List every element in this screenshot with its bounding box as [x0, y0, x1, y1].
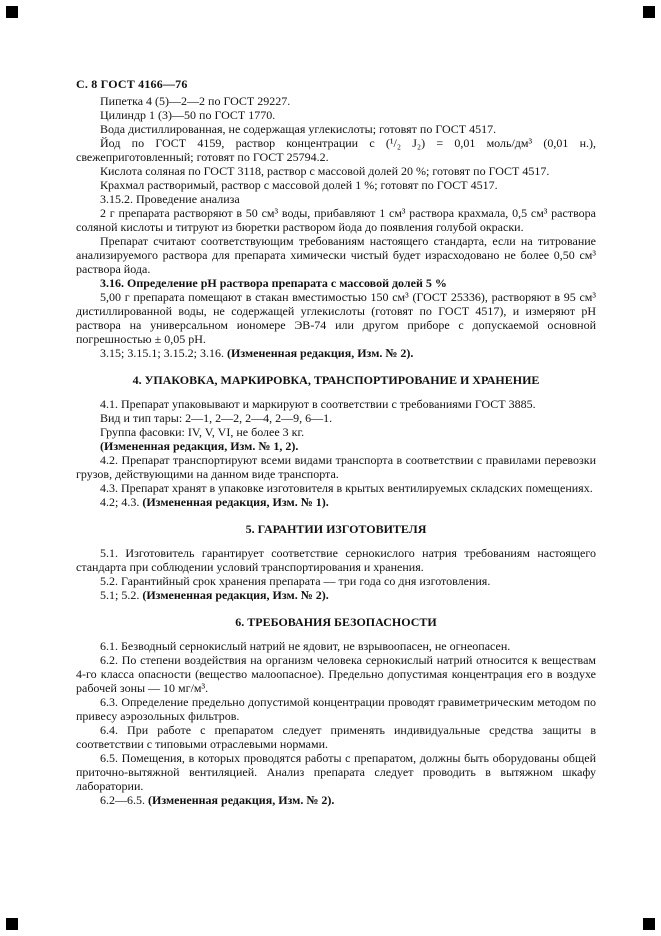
paragraph: Вид и тип тары: 2—1, 2—2, 2—4, 2—9, 6—1.: [100, 411, 333, 425]
clause-reference: 3.15; 3.15.1; 3.15.2; 3.16.: [100, 346, 228, 360]
paragraph: 2 г препарата растворяют в 50 см³ воды, прибавляют 1 см³ раствора крахмала, 0,5 см³ раствора соляной кислоты и титруют из бюретки раствором йода до появления голубой окраски.: [76, 206, 596, 234]
paragraph: Крахмал растворимый, раствор с массовой долей 1 %; готовят по ГОСТ 4517.: [100, 178, 498, 192]
paragraph: Кислота соляная по ГОСТ 3118, раствор с массовой долей 20 %; готовят по ГОСТ 4517.: [100, 164, 550, 178]
paragraph: Группа фасовки: IV, V, VI, не более 3 кг.: [100, 425, 305, 439]
paragraph: [76, 588, 596, 602]
paragraph: 5,00 г препарата помещают в стакан вместимостью 150 см³ (ГОСТ 25336), растворяют в 95 см³ дистиллированной воды, не содержащей углекислоты (готовят по ГОСТ 4517), и измеряют рН раствора на универсальном иономере ЭВ-74 или другом приборе с допускаемой основной погрешностью ± 0,05 рН.: [76, 290, 596, 346]
clause-reference: 5.1; 5.2.: [100, 588, 143, 602]
paragraph: 4.2. Препарат транспортируют всеми видами транспорта в соответствии с правилами перевозки грузов, действующими на данном виде транспорта.: [76, 453, 596, 481]
amendment-note: (Измененная редакция, Изм. № 1).: [142, 495, 329, 509]
paragraph: Пипетка 4 (5)—2—2 по ГОСТ 29227.: [100, 94, 291, 108]
clause-reference: 4.2; 4.3.: [100, 495, 143, 509]
section-heading-packaging: 4. УПАКОВКА, МАРКИРОВКА, ТРАНСПОРТИРОВАНИЕ И ХРАНЕНИЕ: [132, 373, 540, 387]
paragraph: Вода дистиллированная, не содержащая углекислоты; готовят по ГОСТ 4517.: [100, 122, 497, 136]
paragraph-clause-title: 3.16. Определение рН раствора препарата с массовой долей 5 %: [100, 276, 447, 290]
document-body: [76, 94, 596, 807]
paragraph: 5.1. Изготовитель гарантирует соответствие сернокислого натрия требованиям настоящего стандарта при соблюдении условий транспортирования и хранения.: [76, 546, 596, 574]
section-heading-warranty: 5. ГАРАНТИИ ИЗГОТОВИТЕЛЯ: [245, 522, 427, 536]
paragraph: 3.15.2. Проведение анализа: [100, 192, 240, 206]
paragraph: 5.2. Гарантийный срок хранения препарата — три года со дня изготовления.: [100, 574, 491, 588]
corner-registration-mark: [643, 918, 655, 930]
paragraph: [76, 346, 596, 360]
paragraph: 6.2. По степени воздействия на организм человека сернокислый натрий относится к веществам 4-го класса опасности (вещество малоопасное). Предельно допустимая концентрация его в воздухе рабочей зоны — 10 мг/м³.: [76, 653, 596, 695]
page-header: С. 8 ГОСТ 4166—76: [76, 77, 188, 91]
corner-registration-mark: [6, 6, 18, 18]
amendment-note: (Измененная редакция, Изм. № 2).: [227, 346, 414, 360]
paragraph: 4.3. Препарат хранят в упаковке изготовителя в крытых вентилируемых складских помещениях.: [100, 481, 593, 495]
clause-reference: 6.2—6.5.: [100, 793, 148, 807]
paragraph: 6.5. Помещения, в которых проводятся работы с препаратом, должны быть оборудованы общей приточно-вытяжной вентиляцией. Анализ препарата следует проводить в вытяжном шкафу лаборатории.: [76, 751, 596, 793]
paragraph: Цилиндр 1 (3)—50 по ГОСТ 1770.: [100, 108, 276, 122]
paragraph: 6.4. При работе с препаратом следует применять индивидуальные средства защиты в соответствии с типовыми отраслевыми нормами.: [76, 723, 596, 751]
paragraph: Йод по ГОСТ 4159, раствор концентрации с (¹/₂ J₂) = 0,01 моль/дм³ (0,01 н.), свежеприготовленный; готовят по ГОСТ 25794.2.: [76, 136, 596, 164]
corner-registration-mark: [643, 6, 655, 18]
paragraph: 4.1. Препарат упаковывают и маркируют в соответствии с требованиями ГОСТ 3885.: [100, 397, 536, 411]
section-heading-safety: 6. ТРЕБОВАНИЯ БЕЗОПАСНОСТИ: [235, 615, 437, 629]
paragraph: Препарат считают соответствующим требованиям настоящего стандарта, если на титрование анализируемого раствора для препарата химически чистый будет израсходовано не более 0,50 см³ раствора йода.: [76, 234, 596, 276]
paragraph: [76, 495, 596, 509]
amendment-note: (Измененная редакция, Изм. № 2).: [142, 588, 329, 602]
paragraph: [76, 793, 596, 807]
amendment-note: (Измененная редакция, Изм. № 2).: [148, 793, 335, 807]
paragraph: 6.1. Безводный сернокислый натрий не ядовит, не взрывоопасен, не огнеопасен.: [100, 639, 511, 653]
paragraph: 6.3. Определение предельно допустимой концентрации проводят гравиметрическим методом по привесу аэрозольных фильтров.: [76, 695, 596, 723]
corner-registration-mark: [6, 918, 18, 930]
amendment-note: (Измененная редакция, Изм. № 1, 2).: [100, 439, 299, 453]
